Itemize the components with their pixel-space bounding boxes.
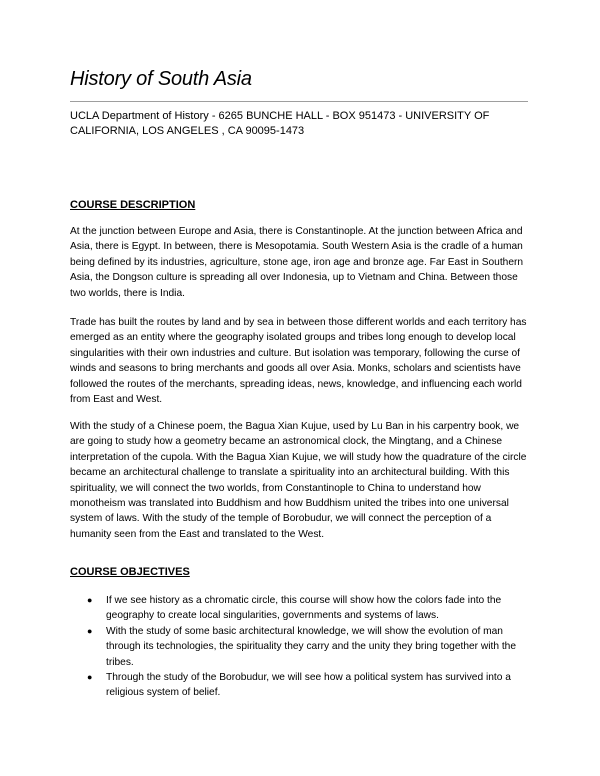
objective-text: If we see history as a chromatic circle, this course will show how the colors fade into the geography to create local singularities, governments and systems of laws.	[106, 595, 502, 622]
course-objectives-heading: COURSE OBJECTIVES	[70, 566, 190, 578]
bullet-icon: ●	[87, 625, 93, 636]
title-divider	[70, 101, 528, 102]
objective-text: With the study of some basic architectural knowledge, we will show the evolution of man through its technologies, the spirituality they carry and the unity they bring together with the tribes.	[106, 625, 516, 668]
description-paragraph: At the junction between Europe and Asia, there is Constantinople. At the junction between Africa and Asia, there is Egypt. In between, there is Mesopotamia. South Western Asia is the cradle of a human being defined by its industries, agriculture, stone age, iron age and bronze age. Far East in Southern Asia, the Dongson culture is spreading all over Indonesia, up to Vietnam and China. Between those two worlds, there is India.	[70, 226, 524, 299]
description-paragraph: Trade has built the routes by land and by sea in between those different worlds and each territory has emerged as an entity where the geography isolated groups and tribes long enough to develop local singularities with their own industries and culture. But isolation was temporary, following the curse of winds and seasons to bring merchants and goods all over Asia. Monks, scholars and scientists have followed the routes of the merchants, spreading ideas, news, knowledge, and influencing each world from East and West.	[70, 317, 527, 406]
description-paragraph: With the study of a Chinese poem, the Bagua Xian Kujue, used by Lu Ban in his carpentry book, we are going to study how a geometry became an astronomical clock, the Mingtang, and a Chinese interpretation of the cupola. With the Bagua Xian Kujue, we will study how the quadrature of the circle became an architectural challenge to translate a spirituality into an architectural building. With this spirituality, we will connect the two worlds, from Constantinople to China to understand how monotheism was translated into Buddhism and how Buddhism united the tribes into one universal system of laws. With the study of the temple of Borobudur, we will connect the perception of a humanity seen from the East and translated to the West.	[70, 421, 527, 540]
objective-item	[70, 670, 532, 701]
bullet-icon: ●	[87, 672, 93, 683]
department-address: UCLA Department of History - 6265 BUNCHE HALL - BOX 951473 - UNIVERSITY OF CALIFORNIA, LOS ANGELES , CA 90095-1473	[70, 110, 490, 137]
objective-text: Through the study of the Borobudur, we will see how a political system has survived into a religious system of belief.	[106, 672, 511, 699]
document-title: History of South Asia	[70, 68, 252, 90]
objective-item	[70, 593, 532, 624]
bullet-icon: ●	[87, 595, 93, 605]
objectives-list	[70, 593, 532, 701]
objective-item	[70, 624, 532, 670]
course-description-heading: COURSE DESCRIPTION	[70, 199, 196, 211]
